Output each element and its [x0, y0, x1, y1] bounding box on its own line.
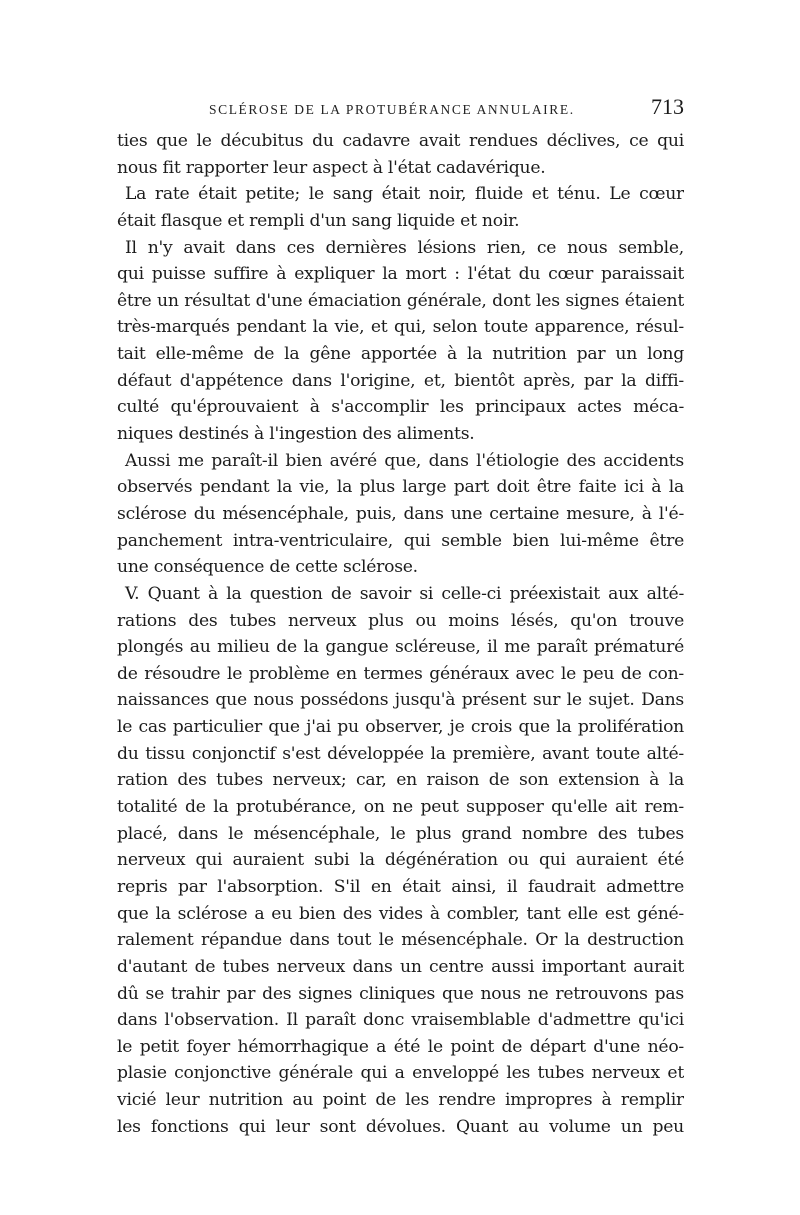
text-line: d'autant de tubes nerveux dans un centre aussi important aurait: [117, 956, 684, 977]
text-line: le petit foyer hémorrhagique a été le point de départ d'une néo-: [117, 1036, 684, 1057]
text-line: plasie conjonctive générale qui a enveloppé les tubes nerveux et: [117, 1063, 684, 1084]
text-line: très-marqués pendant la vie, et qui, selon toute apparence, résul-: [117, 317, 684, 338]
text-line: dû se trahir par des signes cliniques que nous ne retrouvons pas: [117, 983, 684, 1004]
text-line: défaut d'appétence dans l'origine, et, bientôt après, par la diffi-: [117, 370, 684, 391]
text-line: dans l'observation. Il paraît donc vraisemblable d'admettre qu'ici: [117, 1010, 684, 1031]
text-line: une conséquence de cette sclérose.: [117, 557, 418, 578]
body-text: [117, 128, 684, 1140]
text-line: panchement intra-ventriculaire, qui semble bien lui-même être: [117, 530, 684, 551]
text-line: nerveux qui auraient subi la dégénération ou qui auraient été: [117, 850, 684, 871]
text-line: nous fit rapporter leur aspect à l'état cadavérique.: [117, 157, 546, 178]
text-line: plongés au milieu de la gangue scléreuse, il me paraît prématuré: [117, 637, 684, 658]
text-line: totalité de la protubérance, on ne peut supposer qu'elle ait rem-: [117, 797, 684, 818]
text-line: naissances que nous possédons jusqu'à présent sur le sujet. Dans: [117, 690, 684, 711]
text-line: du tissu conjonctif s'est développée la première, avant toute alté-: [117, 743, 684, 764]
text-line: ties que le décubitus du cadavre avait rendues déclives, ce qui: [117, 131, 684, 151]
text-line: observés pendant la vie, la plus large part doit être faite ici à la: [117, 477, 684, 498]
text-line: Aussi me paraît-il bien avéré que, dans l'étiologie des accidents: [125, 450, 684, 471]
text-line: La rate était petite; le sang était noir, fluide et ténu. Le cœur: [125, 184, 684, 205]
running-title: SCLÉROSE DE LA PROTUBÉRANCE ANNULAIRE.: [209, 102, 575, 117]
text-line: tait elle-même de la gêne apportée à la nutrition par un long: [117, 344, 684, 365]
page-number: 713: [651, 94, 684, 119]
text-line: être un résultat d'une émaciation générale, dont les signes étaient: [117, 290, 684, 311]
text-line: était flasque et rempli d'un sang liquide et noir.: [117, 210, 520, 231]
text-line: rations des tubes nerveux plus ou moins lésés, qu'on trouve: [117, 610, 684, 631]
text-line: Il n'y avait dans ces dernières lésions rien, ce nous semble,: [125, 237, 684, 258]
text-line: V. Quant à la question de savoir si celle-ci préexistait aux alté-: [125, 583, 684, 604]
text-line: repris par l'absorption. S'il en était ainsi, il faudrait admettre: [117, 876, 684, 897]
text-line: sclérose du mésencéphale, puis, dans une certaine mesure, à l'é-: [117, 503, 684, 524]
text-line: niques destinés à l'ingestion des aliments.: [117, 424, 475, 445]
text-line: ration des tubes nerveux; car, en raison de son extension à la: [117, 770, 684, 791]
text-line: que la sclérose a eu bien des vides à combler, tant elle est géné-: [117, 903, 684, 924]
text-line: culté qu'éprouvaient à s'accomplir les principaux actes méca-: [117, 397, 684, 418]
text-line: vicié leur nutrition au point de les rendre impropres à remplir: [117, 1090, 684, 1111]
text-line: de résoudre le problème en termes généraux avec le peu de con-: [117, 663, 684, 684]
text-line: qui puisse suffire à expliquer la mort : l'état du cœur paraissait: [117, 264, 684, 285]
running-head: [117, 94, 684, 128]
text-line: le cas particulier que j'ai pu observer, je crois que la prolifération: [117, 717, 684, 738]
text-line: les fonctions qui leur sont dévolues. Quant au volume un peu: [117, 1116, 684, 1137]
text-line: placé, dans le mésencéphale, le plus grand nombre des tubes: [117, 823, 684, 844]
text-line: ralement répandue dans tout le mésencéphale. Or la destruction: [117, 930, 684, 951]
